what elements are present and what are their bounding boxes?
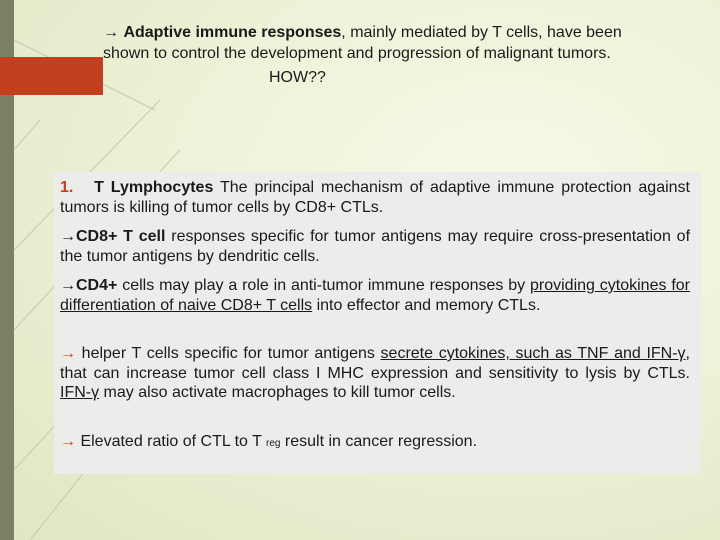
list-item-t-lymphocytes xyxy=(60,178,690,217)
intro-question: HOW?? xyxy=(269,69,326,86)
item-text: The principal mechanism of adaptive immune protection against tumors is killing of tumor cells by CD8+ CTLs. xyxy=(60,179,690,216)
intro-arrow: → xyxy=(103,24,119,41)
list-item-cd8 xyxy=(60,227,690,266)
item-subscript: reg xyxy=(266,438,281,449)
item-text-a: Elevated ratio of CTL to T xyxy=(76,433,267,450)
arrow-icon: → xyxy=(60,433,76,450)
item-underlined: providing cytokines for differentiation of naive CD8+ T cells xyxy=(60,277,690,314)
list-item-cd4 xyxy=(60,276,690,315)
item-text-c: may also activate macrophages to kill tumor cells. xyxy=(99,384,456,401)
accent-tab xyxy=(0,57,103,95)
item-title: CD4+ xyxy=(76,277,118,294)
item-text: responses specific for tumor antigens may require cross-presentation of the tumor antigens by dendritic cells. xyxy=(60,228,691,265)
arrow-icon: → xyxy=(60,277,76,294)
intro-text: , mainly mediated by T cells, have been shown to control the development and progression of malignant tumors. xyxy=(103,24,622,62)
intro-bold-lead: Adaptive immune responses xyxy=(123,24,342,41)
item-text-b: into effector and memory CTLs. xyxy=(312,296,541,314)
list-item-ctl-ratio xyxy=(60,432,690,454)
item-text-b: , that can increase tumor cell class I MHC expression and sensitivity to lysis by CTLs. xyxy=(60,345,690,382)
item-number: 1. xyxy=(60,179,74,196)
item-title: T Lymphocytes xyxy=(94,179,214,196)
item-text-b: result in cancer regression. xyxy=(280,433,478,450)
arrow-icon: → xyxy=(60,228,76,245)
content-panel xyxy=(54,172,701,474)
intro-paragraph xyxy=(103,22,663,88)
arrow-icon: → xyxy=(60,345,76,362)
item-title: CD8+ T cell xyxy=(76,228,166,245)
item-text-a: cells may play a role in anti-tumor immune responses by xyxy=(117,277,530,294)
list-item-helper-t xyxy=(60,344,690,403)
item-underlined-1: secrete cytokines, such as TNF and IFN-γ xyxy=(380,345,686,362)
item-text-a: helper T cells specific for tumor antigens xyxy=(76,345,381,362)
item-underlined-2: IFN-γ xyxy=(60,384,100,401)
